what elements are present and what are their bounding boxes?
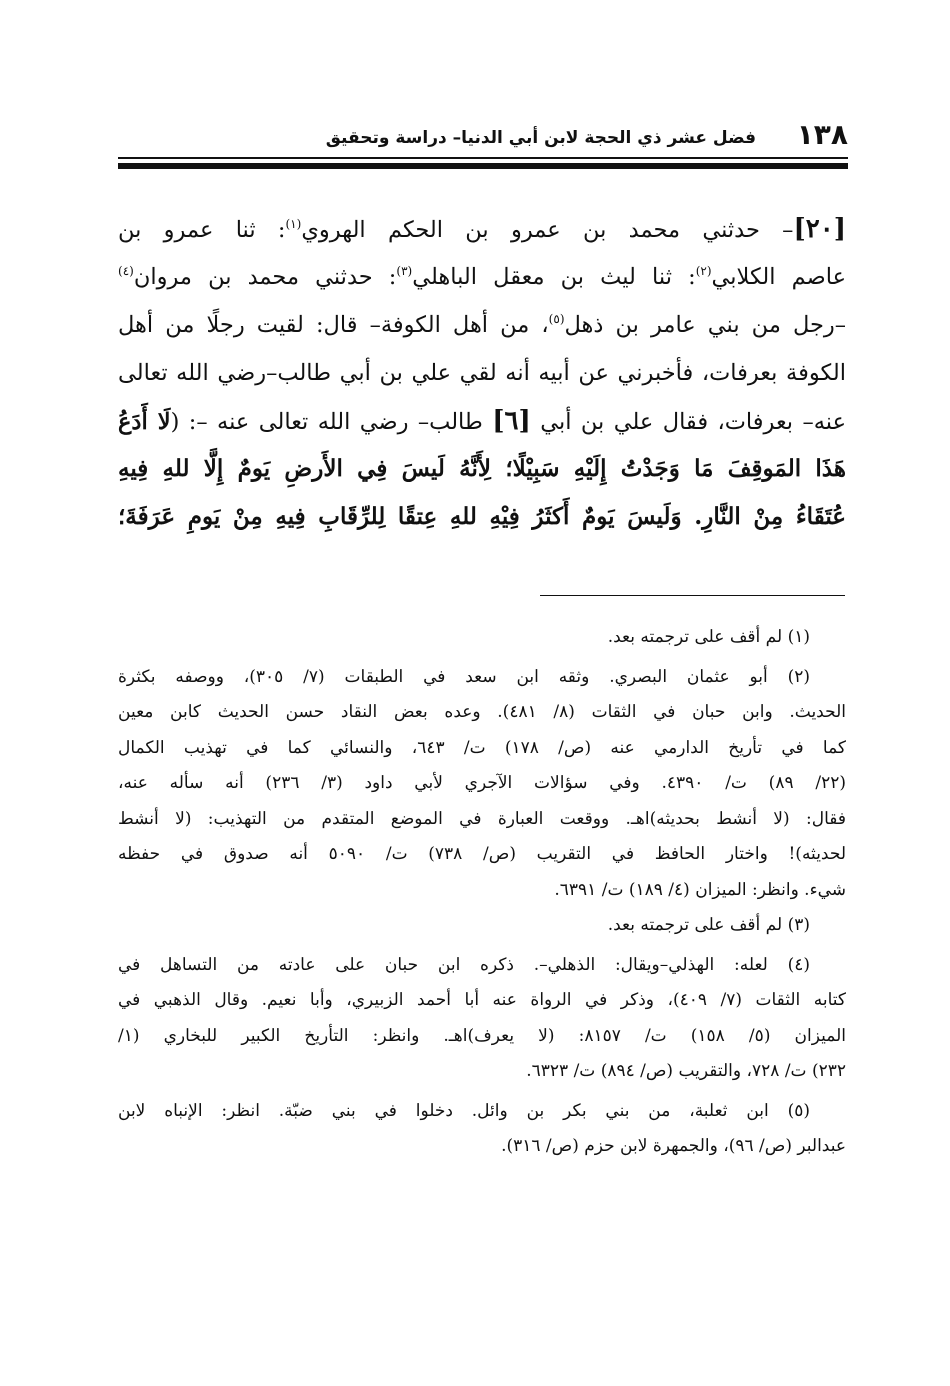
header-rule-thin <box>118 157 848 159</box>
footnote-ref: (٥) <box>548 312 565 326</box>
footnote-ref: (١) <box>285 217 302 231</box>
page-number: ١٣٨ <box>796 118 848 151</box>
footnote-2-line: الحديث. وابن حبان في الثقات (٨/ ٤٨١). وعده بعض النقاد حسن الحديث كابن معين <box>118 702 846 722</box>
footnote-2-line: (٢) أبو عثمان البصري. وثقه ابن سعد في الطبقات (٧/ ٣٠٥)، ووصفه بكثرة <box>118 666 810 687</box>
footnote-1: (١) لم أقف على ترجمته بعد. <box>607 627 810 647</box>
main-line: عاصم الكلابي$^{(٢)}$: ثنا ليث بن معقل الباهلي$^{(٣)}$: حدثني محمد بن مروان$^{(٤)}$ <box>118 264 846 290</box>
footnote-4-line: (٤) لعله: الهذلي–ويقال: الذهلي–. ذكره ابن حبان على عادته من التساهل في <box>118 954 810 975</box>
athar-text: لَا أَدَعُ <box>118 409 171 435</box>
footnote-4-line: كتابه الثقات (٧/ ٤٠٩)، وذكر في الرواة عنه أبا أحمد الزبيري، وأبا نعيم. وقال الذهبي في <box>118 990 846 1010</box>
footnote-2-line: (٢٢/ ٨٩) ت/ ٤٣٩٠. وفي سؤالات الآجري لأبي داود (٣/ ٢٣٦) أنه سأله عنه، <box>118 773 846 793</box>
header-rule-thick <box>118 163 848 169</box>
footnote-2-line: كما في تأريخ الدارمي عنه (ص/ ١٧٨) ت/ ٦٤٣، والنسائي كما في تهذيب الكمال <box>118 737 846 758</box>
footnote-5-line: (٥) ابن ثعلبة، من بني بكر بن وائل. دخلوا في بني ضبّة. انظر: الإنباه لابن <box>118 1100 810 1121</box>
footnote-2-line: شيء. وانظر: الميزان (٤/ ١٨٩) ت/ ٦٣٩١. <box>554 879 846 900</box>
footnote-4-line: الميزان (٥/ ١٥٨) ت/ ٨١٥٧: (لا يعرف)اهـ. وانظر: التأريخ الكبير للبخاري (١/ <box>118 1025 846 1046</box>
main-text <box>118 205 846 541</box>
footnote-4-line: ٢٣٢) ت/ ٧٢٨، والتقريب (ص/ ٨٩٤) ت/ ٦٣٢٣. <box>526 1061 846 1081</box>
page-header <box>118 118 848 154</box>
running-title: فضل عشر ذي الحجة لابن أبي الدنيا– دراسة وتحقيق <box>325 128 756 148</box>
footnote-2-line: فقال: (لا أنشط بحديثه)اهـ. ووقعت العبارة في الموضع المتقدم من التهذيب: (لا أنشط <box>118 808 846 829</box>
footnote-5-line: عبدالبر (ص/ ٩٦)، والجمهرة لابن حزم (ص/ ٣١٦). <box>501 1136 846 1156</box>
footnote-3: (٣) لم أقف على ترجمته بعد. <box>607 915 810 935</box>
manuscript-folio-marker: [٦] <box>492 406 531 436</box>
main-line: عنه– بعرفات، فقال علي بن أبي [٦] طالب– رضي الله تعالى عنه –: (لَا أَدَعُ <box>118 406 846 436</box>
main-line: –رجل من بني عامر بن ذهل$^{(٥)}$، من أهل الكوفة– قال: لقيت رجلًا من أهل <box>118 312 846 338</box>
footnote-2-line: لحديثه)! واختار الحافظ في التقريب (ص/ ٧٣٨) ت/ ٥٠٩٠ أنه صدوق في حفظه <box>118 844 846 864</box>
footnote-ref: (٤) <box>118 264 134 278</box>
athar-line: هَذَا المَوقِفَ مَا وَجَدْتُ إِلَيْهِ سَبِيْلًا؛ لِأَنَّهُ لَيسَ فِي الأَرضِ يَومٌ إِلَّا للهِ فِيهِ <box>118 455 846 482</box>
footnote-ref: (٢) <box>695 264 712 278</box>
footnote-ref: (٣) <box>396 264 413 278</box>
main-line: [٢٠]– حدثني محمد بن عمرو بن الحكم الهروي$^{(١)}$: ثنا عمرو بن <box>118 214 846 244</box>
hadith-number: [٢٠] <box>793 214 846 244</box>
athar-line: عُتَقَاءُ مِنْ النَّارِ. وَلَيسَ يَومٌ أَكثَرُ فِيْهِ للهِ عِتقًا لِلرِّقَابِ فِيهِ مِنْ يَومِ عَرَفَةَ؛ <box>118 503 846 530</box>
footnote-separator <box>540 595 845 596</box>
footnotes <box>118 620 846 1165</box>
main-line: الكوفة بعرفات، فأخبرني عن أبيه أنه لقي علي بن أبي طالب–رضي الله تعالى <box>118 360 846 386</box>
